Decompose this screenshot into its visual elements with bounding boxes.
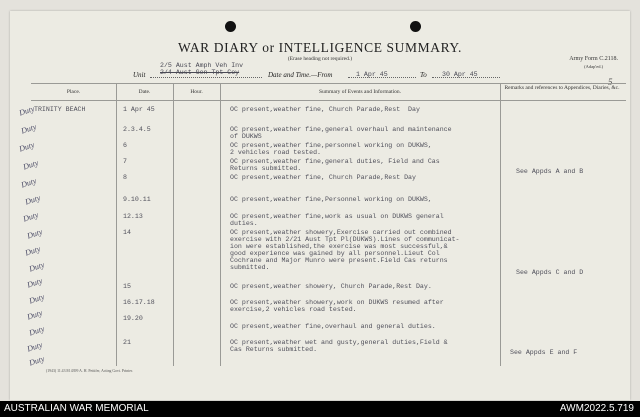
row-10-summary: OC present,weather showery,work on DUKWS resumed after exercise,2 vehicles road tested. xyxy=(230,299,444,313)
date-to-underline xyxy=(432,77,500,78)
table-header-border xyxy=(31,100,626,101)
pencil-annotation: Duty xyxy=(26,276,44,290)
pencil-annotation: Duty xyxy=(26,308,44,322)
row-4-summary: OC present,weather fine,general duties, Field and Cas Returns submitted. xyxy=(230,158,440,172)
row-1-place: TRINITY BEACH xyxy=(34,106,86,113)
table-top-border xyxy=(31,83,626,84)
pencil-annotation: Duty xyxy=(20,176,38,190)
pencil-annotation: Duty xyxy=(28,354,46,368)
unit-label: Unit xyxy=(133,71,146,79)
footer-bar xyxy=(0,401,640,417)
army-form-label: Army Form C.2118. xyxy=(569,56,618,62)
pencil-annotation: Duty xyxy=(18,140,36,154)
row-8-date: 14 xyxy=(123,229,131,236)
pencil-annotation: Duty xyxy=(22,210,40,224)
row-13-date: 21 xyxy=(123,339,131,346)
row-5-date: 8 xyxy=(123,174,127,181)
pencil-annotation: Duty xyxy=(20,122,38,136)
row-13-remarks: See Appds E and F xyxy=(510,349,578,356)
col-divider-4 xyxy=(500,83,501,366)
col-divider-2 xyxy=(173,83,174,366)
header-date: Date. xyxy=(138,89,151,95)
pencil-annotation: Duty xyxy=(24,244,42,258)
date-to-label: To xyxy=(420,71,427,79)
pencil-annotation: Duty xyxy=(22,158,40,172)
pencil-annotation: Duty xyxy=(18,104,36,118)
unit-value-1: 2/5 Aust Amph Veh Inv xyxy=(160,62,244,69)
row-7-date: 12.13 xyxy=(123,213,143,220)
row-6-date: 9.10.11 xyxy=(123,196,151,203)
footer-institution: AUSTRALIAN WAR MEMORIAL xyxy=(4,403,149,414)
row-11-date: 19.20 xyxy=(123,315,143,322)
pencil-annotation: Duty xyxy=(28,260,46,274)
punch-hole-right xyxy=(410,21,421,32)
row-5-summary: OC present,weather fine, Church Parade,Rest Day xyxy=(230,174,416,181)
unit-value-2: 2/4 Aust Gen Tpt Coy xyxy=(160,69,240,76)
row-3-date: 6 xyxy=(123,142,127,149)
document-subtitle: (Erase heading not required.) xyxy=(287,56,353,62)
unit-underline xyxy=(150,77,262,78)
row-4-date: 7 xyxy=(123,158,127,165)
footer-catalog-number: AWM2022.5.719 xyxy=(559,403,634,414)
row-7-summary: OC present,weather fine,work as usual on DUKWS general duties. xyxy=(230,213,444,227)
row-10-date: 16.17.18 xyxy=(123,299,155,306)
pencil-annotation: Duty xyxy=(28,324,46,338)
pencil-annotation: Duty xyxy=(26,340,44,354)
document-title: WAR DIARY or INTELLIGENCE SUMMARY. xyxy=(177,40,463,55)
header-summary: Summary of Events and Information. xyxy=(318,89,402,95)
army-form-sub: (Adap'ed.) xyxy=(584,64,604,69)
row-9-date: 15 xyxy=(123,283,131,290)
army-form-number xyxy=(569,56,618,70)
col-divider-1 xyxy=(116,83,117,366)
row-3-summary: OC present,weather fine,personnel working on DUKWS, 2 vehicles road tested. xyxy=(230,142,432,156)
row-13-summary: OC present,weather wet and gusty,general duties,Field & Cas Returns submitted. xyxy=(230,339,448,353)
row-1-date: 1 Apr 45 xyxy=(123,106,155,113)
pencil-annotation: Duty xyxy=(28,292,46,306)
col-divider-3 xyxy=(220,83,221,366)
row-4-remarks: See Appds A and B xyxy=(516,168,584,175)
row-12-summary: OC present,weather fine,overhaul and general duties. xyxy=(230,323,436,330)
header-place: Place. xyxy=(66,89,81,95)
diary-sheet xyxy=(10,11,630,400)
punch-hole-left xyxy=(225,21,236,32)
pencil-annotation: Duty xyxy=(26,227,44,241)
header-remarks: Remarks and references to Appendices, Diaries, &c. xyxy=(504,85,620,91)
date-from-underline xyxy=(348,77,416,78)
date-from: 1 Apr 45 xyxy=(356,71,388,78)
margin-mark: 5 xyxy=(608,77,613,87)
pencil-annotation: Duty xyxy=(24,193,42,207)
row-8-remarks: See Appds C and D xyxy=(516,269,584,276)
row-2-summary: OC present,weather fine,general overhaul and maintenance of DUKWS xyxy=(230,126,452,140)
date-to: 30 Apr 45 xyxy=(442,71,478,78)
row-8-summary: OC present,weather showery,Exercise carried out combined exercise with 2/21 Aust Tpt Pl(DUKWS).Lines of communicat- ion were established,the exercise was most successful,& good experience was gained by all personnel.Lieut Col Cochrane and Major Munro were present.Field Cas returns submitted. xyxy=(230,229,460,271)
row-9-summary: OC present,weather showery, Church Parade,Rest Day. xyxy=(230,283,432,290)
printer-note: (1943) 11.43 M 4399 A. H. Pettifer, Acting Govt. Printer. xyxy=(46,369,133,373)
row-1-summary: OC present,weather fine, Church Parade,Rest Day xyxy=(230,106,420,113)
header-hour: Hour. xyxy=(190,89,203,95)
row-6-summary: OC present,weather fine,Personnel working on DUKWS, xyxy=(230,196,432,203)
date-label: Date and Time.—From xyxy=(268,71,333,79)
row-2-date: 2.3.4.5 xyxy=(123,126,151,133)
